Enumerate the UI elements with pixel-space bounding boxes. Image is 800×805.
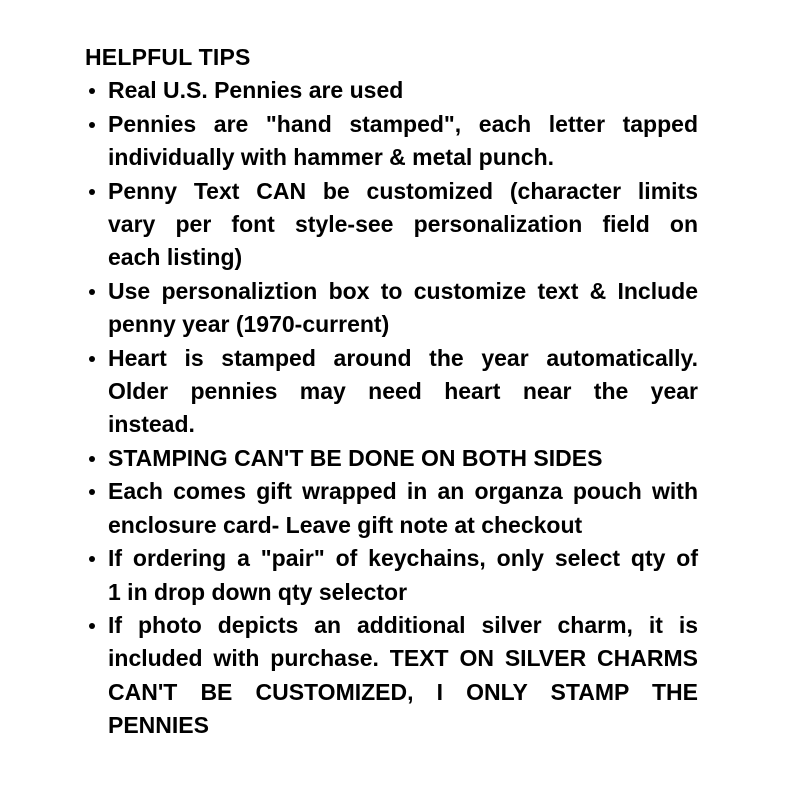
bullet-line: CAN'T BE CUSTOMIZED, I ONLY STAMP THE [108,678,698,705]
bullet-text [108,542,698,609]
bullet-item [85,442,698,475]
bullet-line: each listing) [108,244,243,271]
bullet-dot-icon [89,88,95,94]
bullet-line: Penny Text CAN be customized (character limits [108,177,698,204]
bullet-text [108,175,698,275]
bullet-dot-icon [89,556,95,562]
bullet-dot-icon [89,356,95,362]
bullet-line: Use personaliztion box to customize text & Include [108,277,698,304]
bullet-line: included with purchase. TEXT ON SILVER CHARMS [108,645,698,672]
helpful-tips-panel [85,41,698,743]
bullet-item [85,108,698,175]
bullet-dot-icon [89,289,95,295]
bullet-line: individually with hammer & metal punch. [108,144,555,171]
bullet-text [108,275,698,342]
tips-bullet-list [85,74,698,742]
bullet-text [108,74,698,107]
bullet-line: Each comes gift wrapped in an organza pouch with [108,478,698,505]
bullet-line: PENNIES [108,712,209,739]
bullet-item [85,275,698,342]
bullet-line: enclosure card- Leave gift note at checkout [108,511,583,538]
bullet-item [85,542,698,609]
bullet-line: penny year (1970-current) [108,311,390,338]
bullet-item [85,475,698,542]
bullet-line: instead. [108,411,195,438]
bullet-dot-icon [89,489,95,495]
bullet-dot-icon [89,456,95,462]
bullet-item [85,342,698,442]
bullet-text [108,342,698,442]
bullet-line: STAMPING CAN'T BE DONE ON BOTH SIDES [108,444,603,471]
bullet-line: vary per font style-see personalization field on [108,211,698,238]
bullet-dot-icon [89,122,95,128]
tips-heading: HELPFUL TIPS [85,44,251,70]
bullet-text [108,442,698,475]
bullet-line: Pennies are "hand stamped", each letter tapped [108,110,698,137]
bullet-line: Real U.S. Pennies are used [108,77,404,104]
bullet-line: Heart is stamped around the year automatically. [108,344,698,371]
bullet-line: If photo depicts an additional silver charm, it is [108,611,698,638]
bullet-text [108,609,698,743]
bullet-line: Older pennies may need heart near the year [108,378,698,405]
bullet-item [85,175,698,275]
bullet-text [108,475,698,542]
bullet-dot-icon [89,189,95,195]
bullet-item [85,609,698,743]
bullet-line: 1 in drop down qty selector [108,578,408,605]
bullet-item [85,74,698,107]
bullet-line: If ordering a "pair" of keychains, only select qty of [108,545,698,572]
bullet-dot-icon [89,623,95,629]
bullet-text [108,108,698,175]
